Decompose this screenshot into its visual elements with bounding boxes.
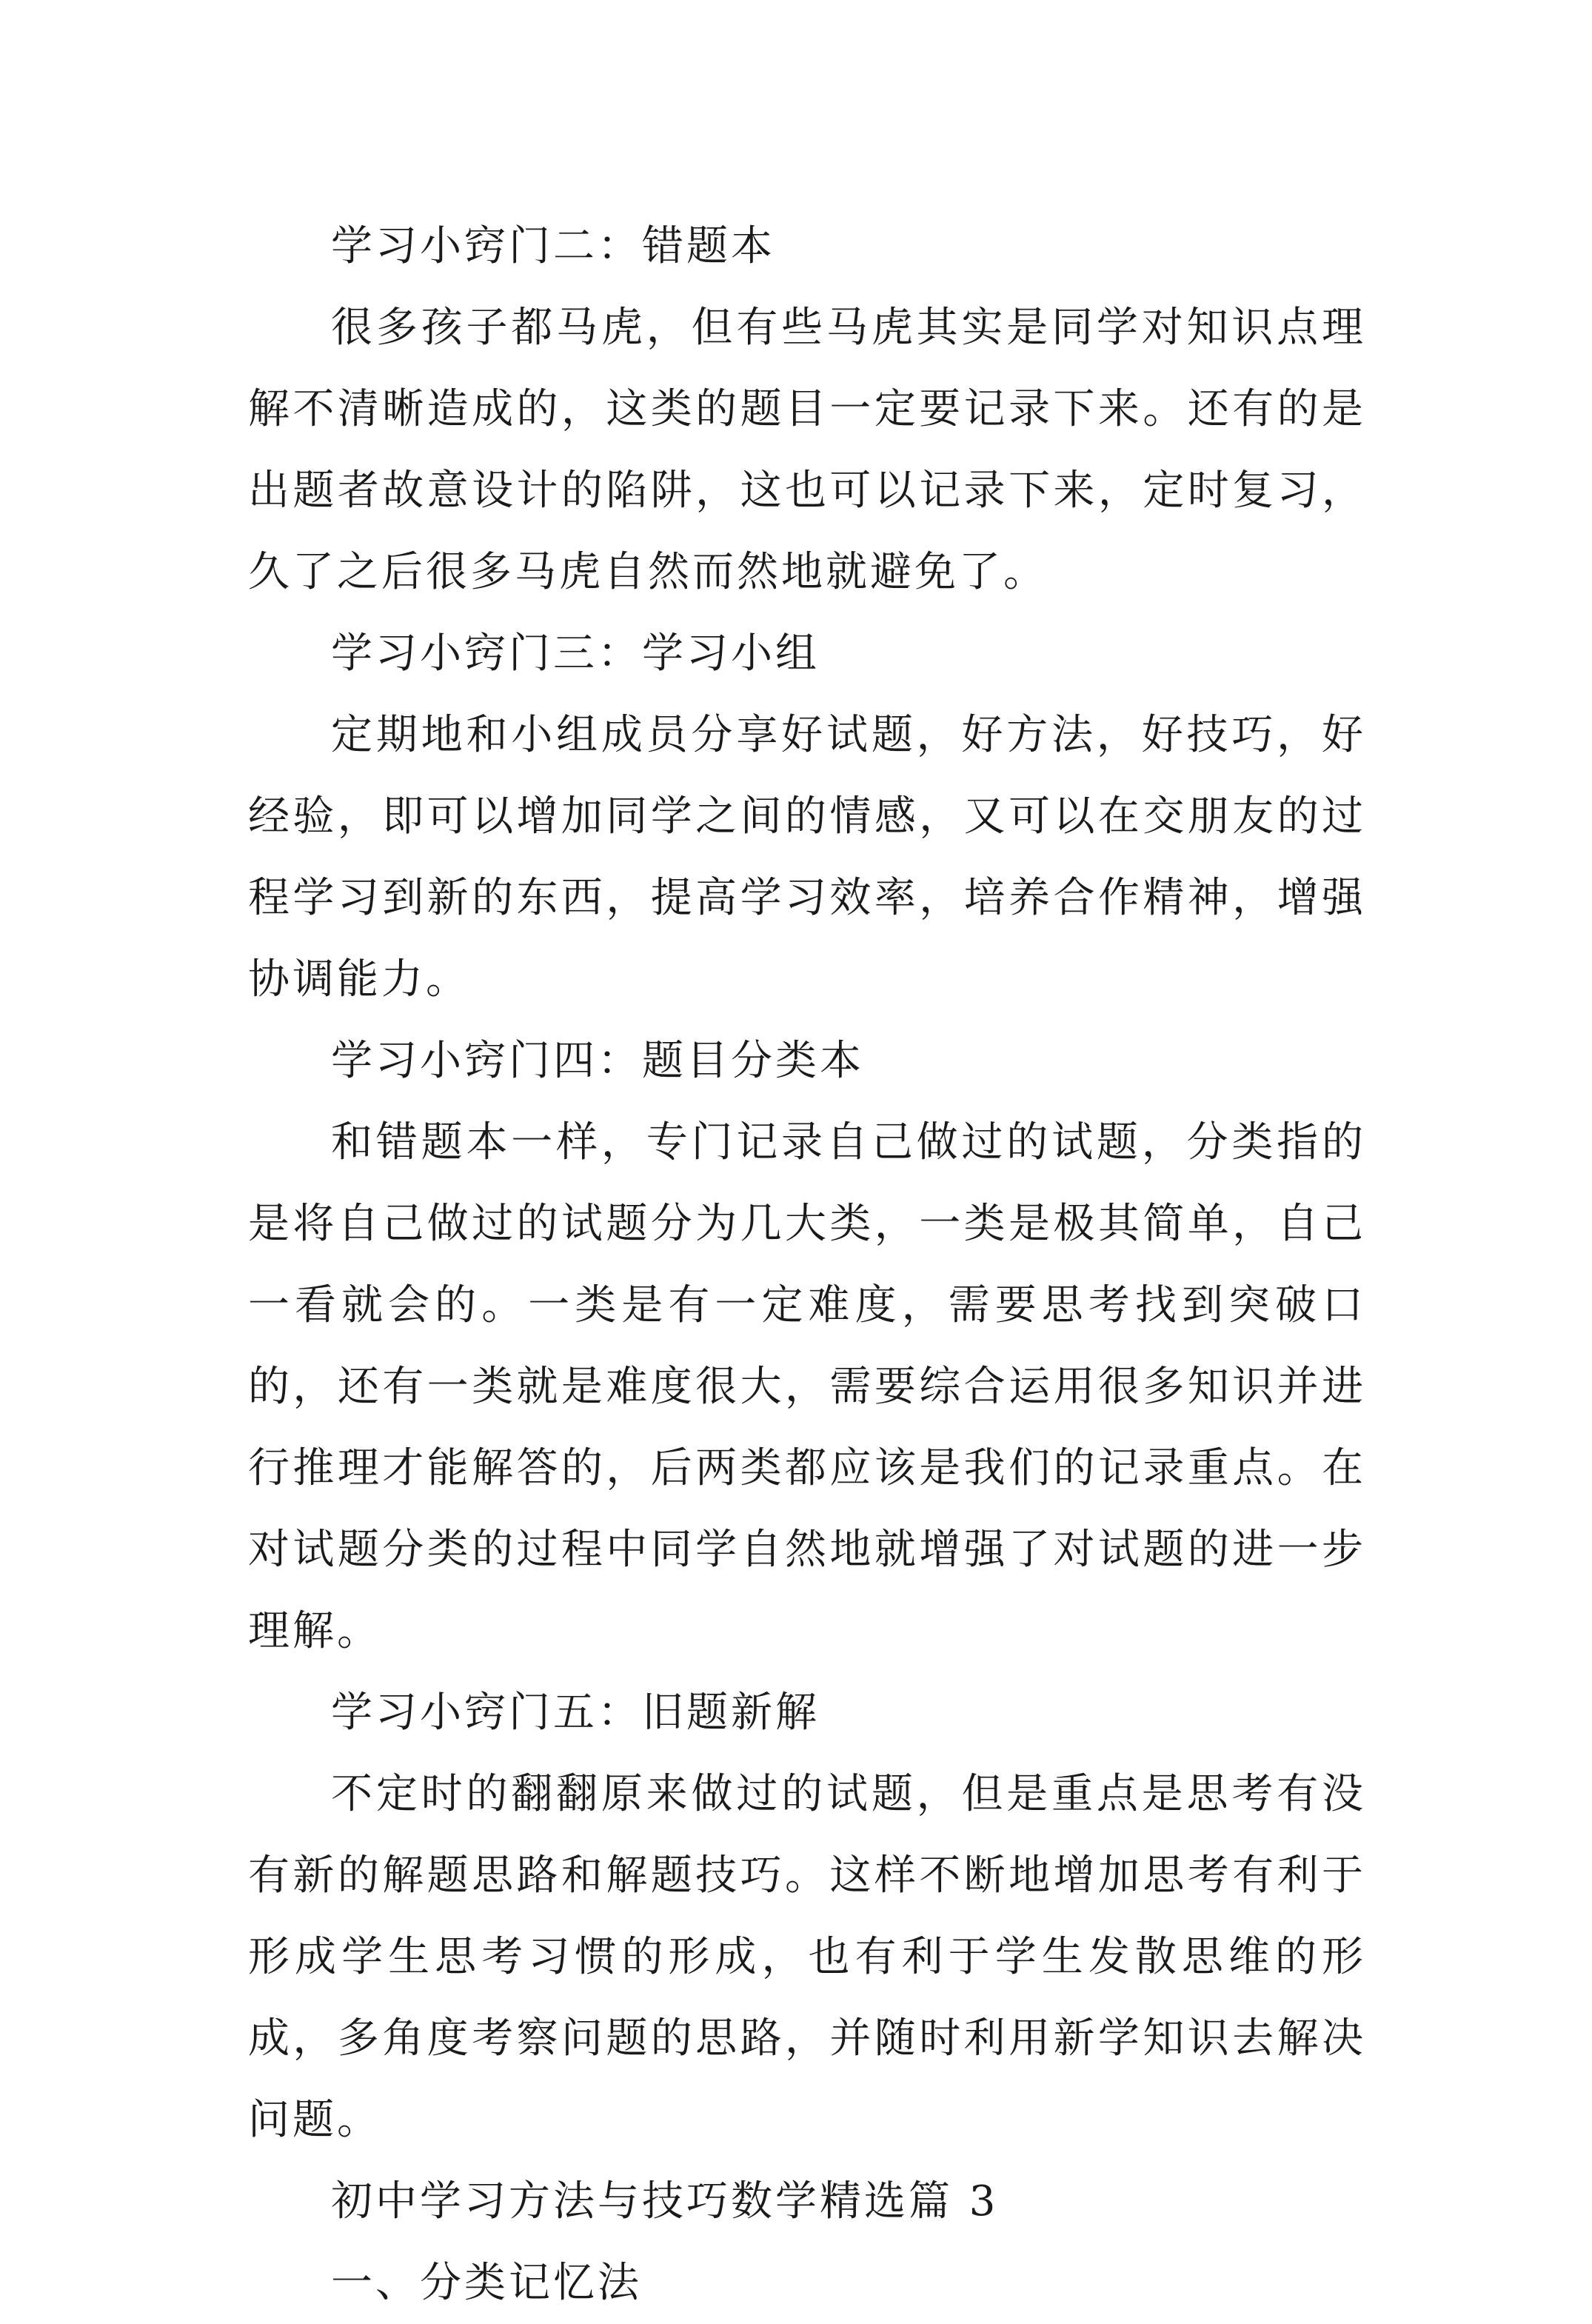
section-heading-tip-2: 学习小窍门二：错题本 bbox=[331, 222, 775, 270]
paragraph-tip-5: 不定时的翻翻原来做过的试题，但是重点是思考有没有新的解题思路和解题技巧。这样不断地增加思考有利于形成学生思考习惯的形成，也有利于学生发散思维的形成，多角度考察问题的思路，并随时利用新学知识去解决问题。 bbox=[248, 1770, 1366, 2144]
paragraph-tip-2: 很多孩子都马虎，但有些马虎其实是同学对知识点理解不清晰造成的，这类的题目一定要记录下来。还有的是出题者故意设计的陷阱，这也可以记录下来，定时复习，久了之后很多马虎自然而然地就避免了。 bbox=[248, 304, 1366, 596]
section-heading-tip-5: 学习小窍门五：旧题新解 bbox=[331, 1689, 820, 1737]
article-title-part-3: 初中学习方法与技巧数学精选篇 3 bbox=[331, 2177, 999, 2226]
section-heading-method-1: 一、分类记忆法 bbox=[331, 2259, 642, 2307]
section-heading-tip-4: 学习小窍门四：题目分类本 bbox=[331, 1037, 864, 1085]
section-heading-tip-3: 学习小窍门三：学习小组 bbox=[331, 630, 820, 678]
paragraph-tip-3: 定期地和小组成员分享好试题，好方法，好技巧，好经验，即可以增加同学之间的情感，又可以在交朋友的过程学习到新的东西，提高学习效率，培养合作精神，增强协调能力。 bbox=[248, 711, 1366, 1004]
paragraph-tip-4: 和错题本一样，专门记录自己做过的试题，分类指的是将自己做过的试题分为几大类，一类是极其简单，自己一看就会的。一类是有一定难度，需要思考找到突破口的，还有一类就是难度很大，需要综合运用很多知识并进行推理才能解答的，后两类都应该是我们的记录重点。在对试题分类的过程中同学自然地就增强了对试题的进一步理解。 bbox=[248, 1118, 1366, 1655]
document-body bbox=[248, 206, 1366, 2324]
